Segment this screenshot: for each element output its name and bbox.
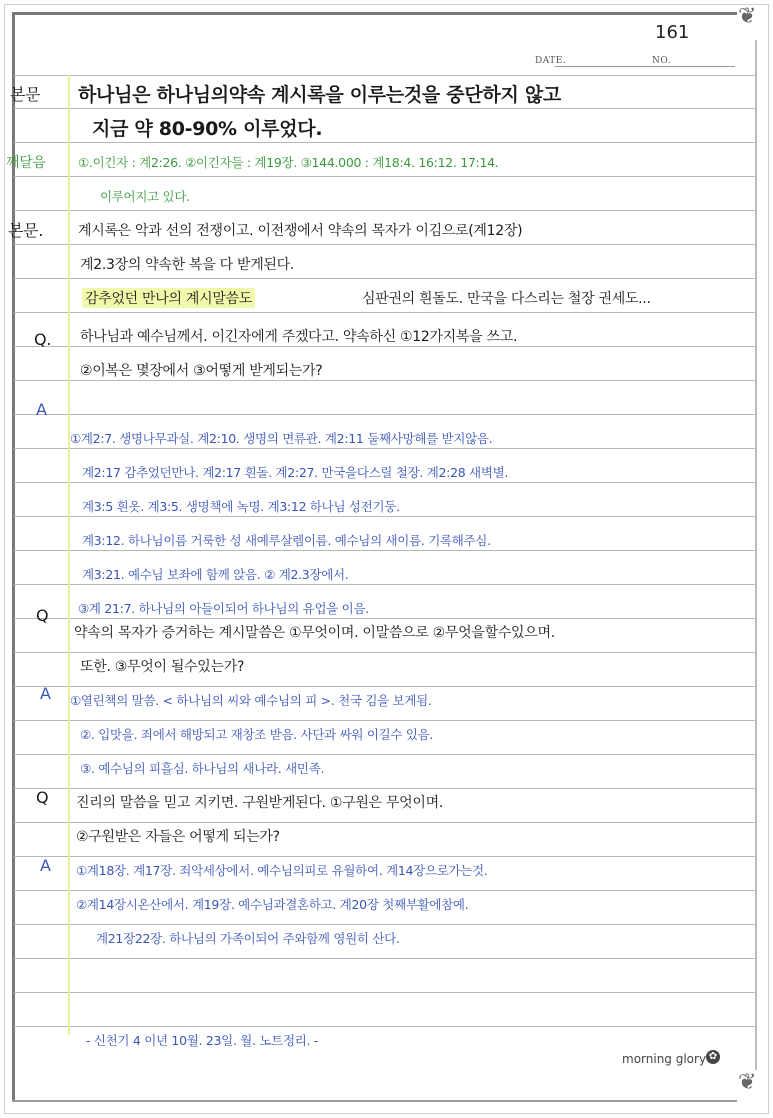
handwritten-line: ②이복은 몇장에서 ③어떻게 받게되는가? [80, 363, 323, 379]
section-label-realization: 깨달음 [6, 155, 46, 171]
ruled-line [14, 992, 756, 993]
section-label-main-text: 본문 [10, 85, 41, 104]
date-label: DATE. [535, 56, 567, 66]
handwritten-line: 계2.3장의 약속한 복을 다 받게된다. [80, 257, 295, 273]
header-rule [555, 66, 735, 67]
answer-marker: A [36, 400, 47, 419]
handwritten-line: ①계2:7. 생명나무과실. 계2:10. 생명의 면류관. 계2:11 둘째사망해를 받지않음. [70, 431, 493, 446]
corner-ornament-icon: ❦ [738, 4, 757, 29]
ruled-line [14, 652, 756, 653]
handwritten-line: 지금 약 80-90% 이루었다. [92, 118, 323, 140]
handwritten-line: 계3:5 흰옷. 계3:5. 생명책에 녹명. 계3:12 하나님 성전기둥. [82, 499, 400, 514]
page-number: 161 [655, 22, 690, 43]
ruled-line [14, 788, 756, 789]
ruled-line [14, 312, 756, 313]
ruled-line [14, 448, 756, 449]
brand-flower-icon: ✿ [706, 1050, 720, 1064]
ruled-line [14, 142, 756, 143]
handwritten-line: 계시록은 악과 선의 전쟁이고. 이전쟁에서 약속의 목자가 이김으로(계12장) [78, 223, 523, 239]
ruled-line [14, 856, 756, 857]
handwritten-line: 진리의 말씀을 믿고 지키면. 구원받게된다. ①구원은 무엇이며. [76, 795, 443, 811]
handwritten-line: 심판권의 흰돌도. 만국을 다스리는 철장 권세도... [362, 291, 651, 307]
question-marker: Q [36, 606, 49, 625]
handwritten-line: 계21장22장. 하나님의 가족이되어 주와함께 영원히 산다. [96, 931, 400, 946]
ruled-line [14, 822, 756, 823]
ruled-line [14, 550, 756, 551]
ruled-line [14, 244, 756, 245]
ruled-line [14, 1026, 756, 1027]
no-label: NO. [652, 56, 672, 66]
ruled-line [14, 618, 756, 619]
ruled-line [14, 516, 756, 517]
ruled-line [14, 890, 756, 891]
ruled-line [14, 210, 756, 211]
handwritten-line: 또한. ③무엇이 될수있는가? [80, 659, 245, 675]
ruled-line [14, 482, 756, 483]
handwritten-line: 계3:21. 예수님 보좌에 함께 앉음. ② 계2.3장에서. [82, 567, 349, 582]
ruled-line [14, 924, 756, 925]
frame-top-border [12, 12, 737, 15]
handwritten-line: 계2:17 감추었던만나. 계2:17 흰돌. 계2:27. 만국을다스릴 철장. 계2:28 새벽별. [82, 465, 509, 480]
handwritten-line: ②구원받은 자들은 어떻게 되는가? [76, 829, 280, 845]
answer-marker: A [40, 684, 51, 703]
handwritten-line: 하나님은 하나님의약속 계시록을 이루는것을 중단하지 않고 [78, 84, 561, 106]
ruled-line [14, 686, 756, 687]
brand-logo-text: morning glory [622, 1052, 707, 1066]
ruled-line [14, 584, 756, 585]
section-label-main-text: 본문. [8, 221, 44, 240]
handwritten-line: 계3:12. 하나님이름 거룩한 성 새예루살렘이름. 예수님의 새이름. 기록해주심. [82, 533, 491, 548]
ruled-line [14, 75, 756, 76]
ruled-line [14, 958, 756, 959]
ruled-line [14, 278, 756, 279]
handwritten-line: ①열린책의 말씀. < 하나님의 씨와 예수님의 피 >. 천국 김을 보게됨. [70, 693, 432, 708]
ruled-line [14, 346, 756, 347]
handwritten-line: ②계14장시온산에서. 계19장. 예수님과결혼하고. 계20장 첫째부활에참예. [76, 897, 469, 912]
frame-right-border [755, 40, 757, 1070]
corner-ornament-icon: ❦ [738, 1070, 757, 1095]
answer-marker: A [40, 856, 51, 875]
handwritten-line: ①계18장. 계17장. 죄악세상에서. 예수님의피로 유월하여. 계14장으로가는것. [76, 863, 488, 878]
highlighted-phrase: 감추었던 만나의 계시말씀도 [82, 288, 255, 308]
ruled-line [14, 754, 756, 755]
handwritten-line: ③계 21:7. 하나님의 아들이되어 하나님의 유업을 이음. [78, 601, 369, 616]
handwritten-line: 하나님과 예수님께서. 이긴자에게 주겠다고. 약속하신 ①12가지복을 쓰고. [80, 329, 518, 345]
handwritten-line: ②. 입맛을. 죄에서 해방되고 재창조 받음. 사단과 싸워 이길수 있음. [80, 727, 434, 742]
handwritten-line: 약속의 목자가 증거하는 계시말씀은 ①무엇이며. 이말씀으로 ②무엇을할수있으며. [74, 625, 555, 641]
ruled-line [14, 720, 756, 721]
handwritten-line: ①.이긴자 : 계2:26. ②이긴자들 : 계19장. ③144.000 : 계18:4. 16:12. 17:14. [78, 155, 499, 170]
handwritten-line: 이루어지고 있다. [100, 189, 190, 204]
handwritten-line: ③. 예수님의 피흘심. 하나님의 새나라. 새민족. [80, 761, 325, 776]
ruled-line [14, 380, 756, 381]
margin-line [68, 75, 70, 1035]
footer-date-note: - 신천기 4 이년 10월. 23일. 월. 노트정리. - [86, 1033, 319, 1048]
frame-bottom-border [12, 1100, 737, 1102]
question-marker: Q [36, 788, 49, 807]
ruled-line [14, 176, 756, 177]
question-marker: Q. [34, 330, 52, 349]
ruled-line [14, 414, 756, 415]
ruled-line [14, 108, 756, 109]
